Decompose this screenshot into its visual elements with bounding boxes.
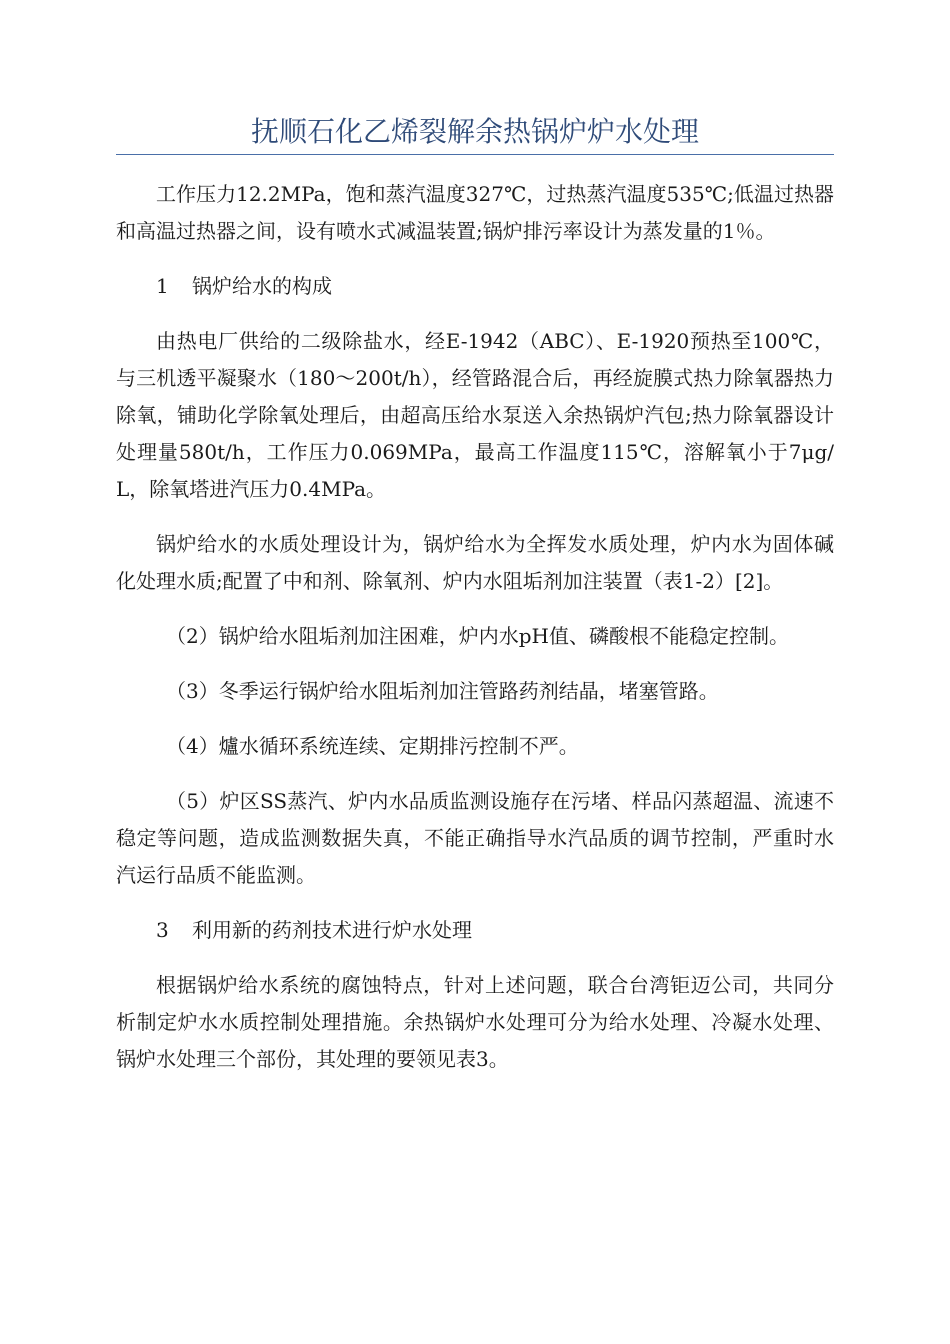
paragraph-feedwater-source: 由热电厂供给的二级除盐水，经E-1942（ABC）、E-1920预热至100℃，与三机透平凝聚水（180～200t/h），经管路混合后，再经旋膜式热力除氧器热力除氧，铺助化学除氧处理后，由超高压给水泵送入余热锅炉汽包;热力除氧器设计处理量580t/h，工作压力0.069MPa，最高工作温度115℃，溶解氧小于7μg/L，除氧塔进汽压力0.4MPa。 [116, 329, 834, 501]
section-number: 3 [156, 918, 169, 942]
document-body [116, 176, 834, 1096]
section-title: 锅炉给水的构成 [192, 274, 332, 298]
section-heading-3 [116, 912, 834, 949]
paragraph-treatment-measures: 根据锅炉给水系统的腐蚀特点，针对上述问题，联合台湾钜迈公司，共同分析制定炉水水质控制处理措施。余热锅炉水处理可分为给水处理、冷凝水处理、锅炉水处理三个部份，其处理的要领见表3。 [116, 973, 834, 1071]
paragraph-issue-3: （3）冬季运行锅炉给水阻垢剂加注管路药剂结晶，堵塞管路。 [166, 679, 719, 703]
section-heading-1 [116, 268, 834, 305]
paragraph-issue-4: （4）爐水循环系统连续、定期排污控制不严。 [166, 734, 579, 758]
document-title: 抚顺石化乙烯裂解余热锅炉炉水处理 [250, 115, 699, 148]
section-title: 利用新的药剂技术进行炉水处理 [192, 918, 472, 942]
title-underline [116, 154, 834, 155]
paragraph-issue-2: （2）锅炉给水阻垢剂加注困难，炉内水pH值、磷酸根不能稳定控制。 [166, 624, 789, 648]
paragraph-operating-parameters: 工作压力12.2MPa，饱和蒸汽温度327℃，过热蒸汽温度535℃;低温过热器和高温过热器之间，设有喷水式减温装置;锅炉排污率设计为蒸发量的1％。 [116, 182, 834, 243]
paragraph-water-treatment-design: 锅炉给水的水质处理设计为，锅炉给水为全挥发水质处理，炉内水为固体碱化处理水质;配置了中和剂、除氧剂、炉内水阻垢剂加注装置（表1-2）[2]。 [116, 532, 834, 593]
paragraph-issue-5: （5）炉区SS蒸汽、炉内水品质监测设施存在污堵、样品闪蒸超温、流速不稳定等问题，造成监测数据失真，不能正确指导水汽品质的调节控制，严重时水汽运行品质不能监测。 [116, 789, 834, 887]
section-number: 1 [156, 274, 169, 298]
